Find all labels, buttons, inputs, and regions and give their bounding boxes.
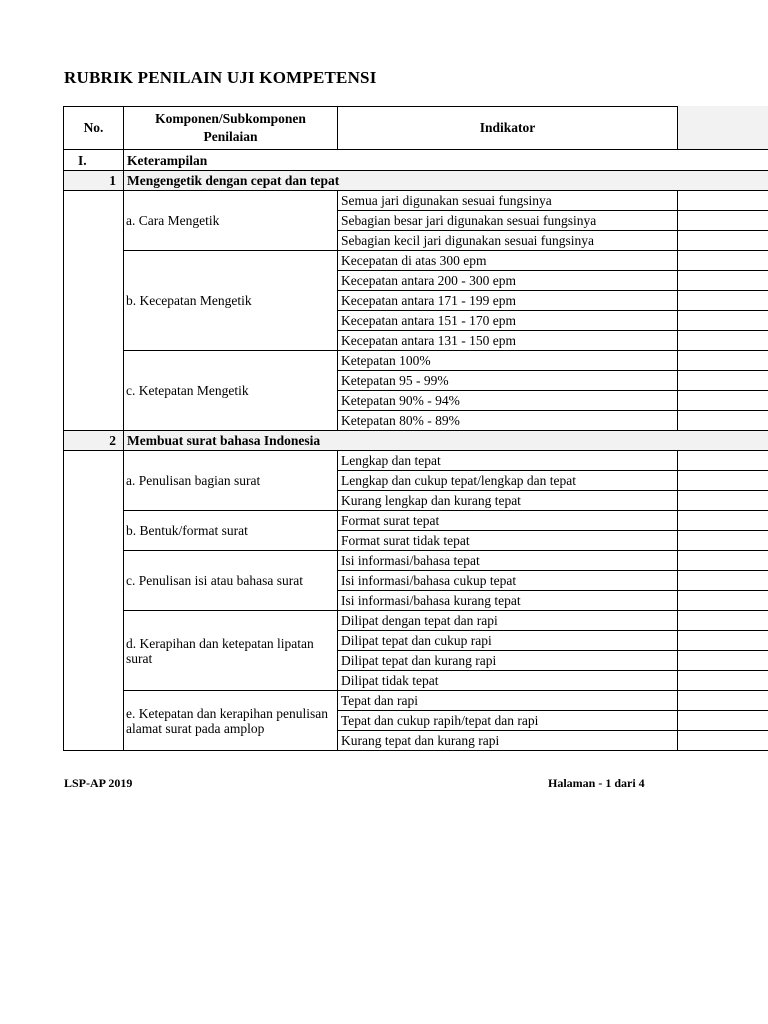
score-cell — [678, 331, 768, 351]
rubric-table — [63, 106, 768, 751]
indicator-row — [64, 251, 768, 271]
table-body — [64, 150, 768, 751]
subcomponent-label: a. Penulisan bagian surat — [124, 451, 338, 511]
indicator-cell: Ketepatan 100% — [338, 351, 678, 371]
score-cell — [678, 631, 768, 651]
indicator-cell: Kecepatan di atas 300 epm — [338, 251, 678, 271]
subcomponent-label: a. Cara Mengetik — [124, 191, 338, 251]
header-extra-column — [678, 107, 768, 150]
group-number: 2 — [64, 431, 124, 451]
score-cell — [678, 551, 768, 571]
score-cell — [678, 271, 768, 291]
indicator-cell: Kurang lengkap dan kurang tepat — [338, 491, 678, 511]
score-cell — [678, 231, 768, 251]
indicator-row — [64, 191, 768, 211]
indicator-cell: Kecepatan antara 131 - 150 epm — [338, 331, 678, 351]
score-cell — [678, 511, 768, 531]
indicator-cell: Ketepatan 90% - 94% — [338, 391, 678, 411]
score-cell — [678, 471, 768, 491]
score-cell — [678, 191, 768, 211]
subcomponent-label: b. Bentuk/format surat — [124, 511, 338, 551]
indicator-cell: Isi informasi/bahasa tepat — [338, 551, 678, 571]
score-cell — [678, 531, 768, 551]
score-cell — [678, 651, 768, 671]
indicator-row — [64, 351, 768, 371]
indicator-cell: Tepat dan rapi — [338, 691, 678, 711]
subcomponent-label: d. Kerapihan dan ketepatan lipatan surat — [124, 611, 338, 691]
score-cell — [678, 671, 768, 691]
section-row — [64, 150, 768, 171]
group-number: 1 — [64, 171, 124, 191]
score-cell — [678, 411, 768, 431]
subcomponent-label: e. Ketepatan dan kerapihan penulisan alamat surat pada amplop — [124, 691, 338, 751]
header-indikator: Indikator — [338, 107, 678, 150]
score-cell — [678, 291, 768, 311]
indicator-cell: Sebagian besar jari digunakan sesuai fungsinya — [338, 211, 678, 231]
score-cell — [678, 371, 768, 391]
indicator-row — [64, 451, 768, 471]
indicator-cell: Tepat dan cukup rapih/tepat dan rapi — [338, 711, 678, 731]
section-label: Keterampilan — [124, 150, 768, 171]
rubric-table-wrapper — [63, 106, 768, 774]
score-cell — [678, 211, 768, 231]
score-cell — [678, 711, 768, 731]
footer-page-number: Halaman - 1 dari 4 — [548, 776, 645, 790]
indicator-cell: Ketepatan 80% - 89% — [338, 411, 678, 431]
score-cell — [678, 731, 768, 751]
indicator-cell: Kurang tepat dan kurang rapi — [338, 731, 678, 751]
footer-organization: LSP-AP 2019 — [64, 776, 133, 790]
group-row — [64, 171, 768, 191]
indicator-cell: Isi informasi/bahasa kurang tepat — [338, 591, 678, 611]
score-cell — [678, 571, 768, 591]
score-cell — [678, 451, 768, 471]
document-title: RUBRIK PENILAIN UJI KOMPETENSI — [64, 68, 377, 87]
indicator-cell: Kecepatan antara 171 - 199 epm — [338, 291, 678, 311]
score-cell — [678, 611, 768, 631]
score-cell — [678, 311, 768, 331]
table-header-row — [64, 107, 768, 150]
group-label: Mengengetik dengan cepat dan tepat — [124, 171, 768, 191]
indicator-cell: Format surat tepat — [338, 511, 678, 531]
score-cell — [678, 251, 768, 271]
indicator-row — [64, 551, 768, 571]
header-komponen: Komponen/Subkomponen Penilaian — [124, 107, 338, 150]
group-row — [64, 431, 768, 451]
header-no: No. — [64, 107, 124, 150]
indicator-cell: Sebagian kecil jari digunakan sesuai fungsinya — [338, 231, 678, 251]
indicator-cell: Kecepatan antara 200 - 300 epm — [338, 271, 678, 291]
indicator-cell: Dilipat tidak tepat — [338, 671, 678, 691]
score-cell — [678, 391, 768, 411]
section-number: I. — [64, 150, 124, 171]
indicator-cell: Dilipat dengan tepat dan rapi — [338, 611, 678, 631]
indicator-cell: Lengkap dan cukup tepat/lengkap dan tepat — [338, 471, 678, 491]
indicator-cell: Ketepatan 95 - 99% — [338, 371, 678, 391]
indicator-row — [64, 511, 768, 531]
score-cell — [678, 491, 768, 511]
indicator-cell: Semua jari digunakan sesuai fungsinya — [338, 191, 678, 211]
score-cell — [678, 351, 768, 371]
subcomponent-label: c. Penulisan isi atau bahasa surat — [124, 551, 338, 611]
indicator-cell: Kecepatan antara 151 - 170 epm — [338, 311, 678, 331]
empty-number-cell — [64, 451, 124, 751]
indicator-cell: Format surat tidak tepat — [338, 531, 678, 551]
empty-number-cell — [64, 191, 124, 431]
indicator-cell: Dilipat tepat dan kurang rapi — [338, 651, 678, 671]
indicator-row — [64, 691, 768, 711]
subcomponent-label: b. Kecepatan Mengetik — [124, 251, 338, 351]
score-cell — [678, 691, 768, 711]
indicator-cell: Dilipat tepat dan cukup rapi — [338, 631, 678, 651]
score-cell — [678, 591, 768, 611]
indicator-cell: Isi informasi/bahasa cukup tepat — [338, 571, 678, 591]
indicator-cell: Lengkap dan tepat — [338, 451, 678, 471]
group-label: Membuat surat bahasa Indonesia — [124, 431, 768, 451]
indicator-row — [64, 611, 768, 631]
subcomponent-label: c. Ketepatan Mengetik — [124, 351, 338, 431]
